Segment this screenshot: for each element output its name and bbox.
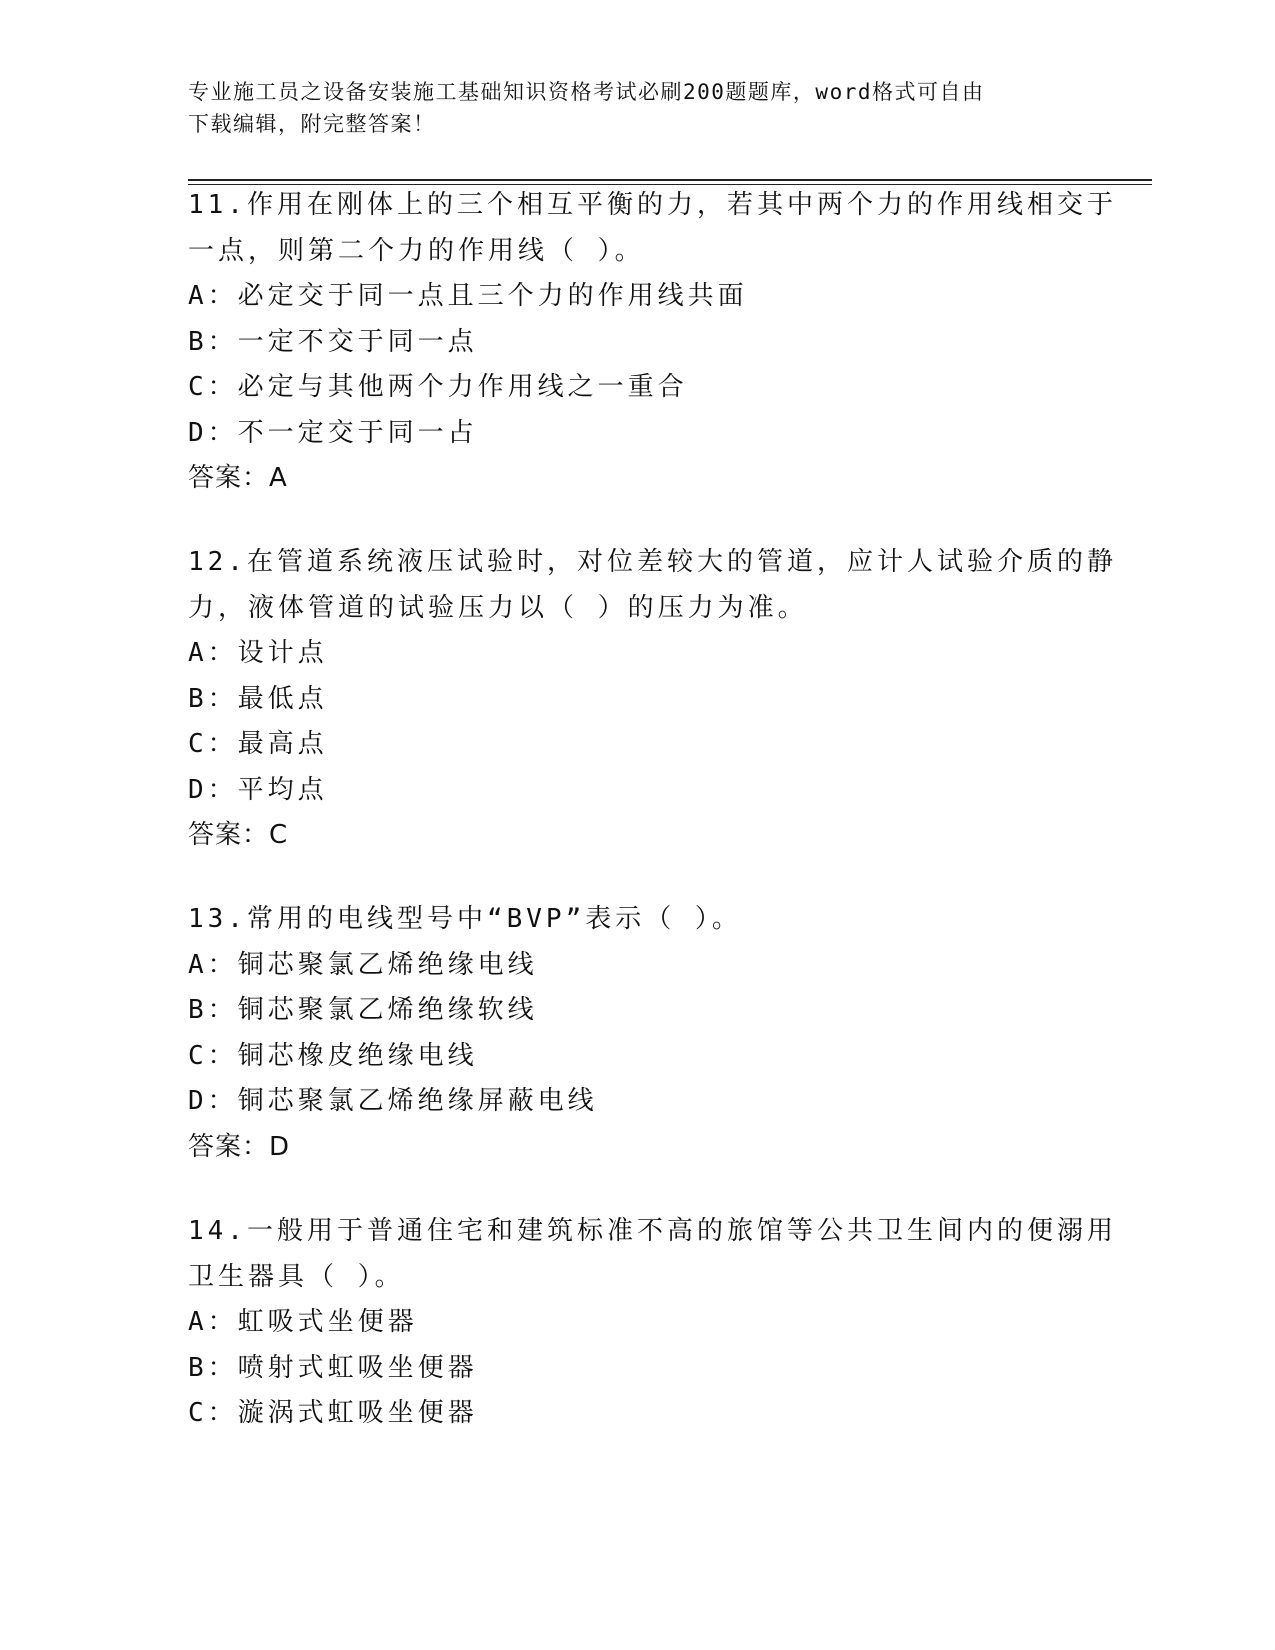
question-11	[188, 183, 1117, 502]
question-stem-line: 卫生器具（ ）。	[188, 1261, 405, 1292]
option-c: C：最高点	[188, 729, 328, 759]
option-c: C：漩涡式虹吸坐便器	[188, 1398, 478, 1428]
option-d: D：不一定交于同一占	[188, 417, 478, 448]
option-a: A：铜芯聚氯乙烯绝缘电线	[188, 949, 538, 980]
question-stem-line: 12.在管道系统液压试验时，对位差较大的管道，应计人试验介质的静	[188, 547, 1117, 577]
header-title-line-1: 专业施工员之设备安装施工基础知识资格考试必刷200题题库，word格式可自由	[188, 80, 985, 104]
question-stem-line: 14.一般用于普通住宅和建筑标准不高的旅馆等公共卫生间内的便溺用	[188, 1216, 1117, 1246]
option-d: D：铜芯聚氯乙烯绝缘屏蔽电线	[188, 1086, 598, 1116]
option-c: C：铜芯橡皮绝缘电线	[188, 1040, 478, 1071]
header-title-line-2: 下载编辑，附完整答案！	[188, 112, 436, 136]
option-a: A：虹吸式坐便器	[188, 1307, 418, 1337]
question-14	[188, 1209, 1117, 1437]
option-b: B：最低点	[188, 683, 328, 714]
answer-label: 答案：C	[188, 820, 289, 850]
answer-label: 答案：A	[188, 463, 288, 493]
question-stem-line: 11.作用在刚体上的三个相互平衡的力，若其中两个力的作用线相交于	[188, 190, 1117, 220]
question-13	[188, 897, 1088, 1170]
option-b: B：铜芯聚氯乙烯绝缘软线	[188, 995, 538, 1025]
option-a: A：必定交于同一点且三个力的作用线共面	[188, 281, 748, 311]
question-stem-line: 一点，则第二个力的作用线（ ）。	[188, 235, 645, 266]
answer-label: 答案：D	[188, 1131, 291, 1162]
document-header	[188, 76, 1088, 140]
option-b: B：一定不交于同一点	[188, 326, 478, 357]
option-b: B：喷射式虹吸坐便器	[188, 1352, 478, 1383]
question-stem-line: 力，液体管道的试验压力以（ ）的压力为准。	[188, 592, 808, 623]
option-c: C：必定与其他两个力作用线之一重合	[188, 372, 688, 402]
question-12	[188, 540, 1117, 859]
option-a: A：设计点	[188, 638, 328, 668]
option-d: D：平均点	[188, 774, 328, 805]
question-stem-line: 13.常用的电线型号中“BVP”表示（ ）。	[188, 904, 742, 934]
